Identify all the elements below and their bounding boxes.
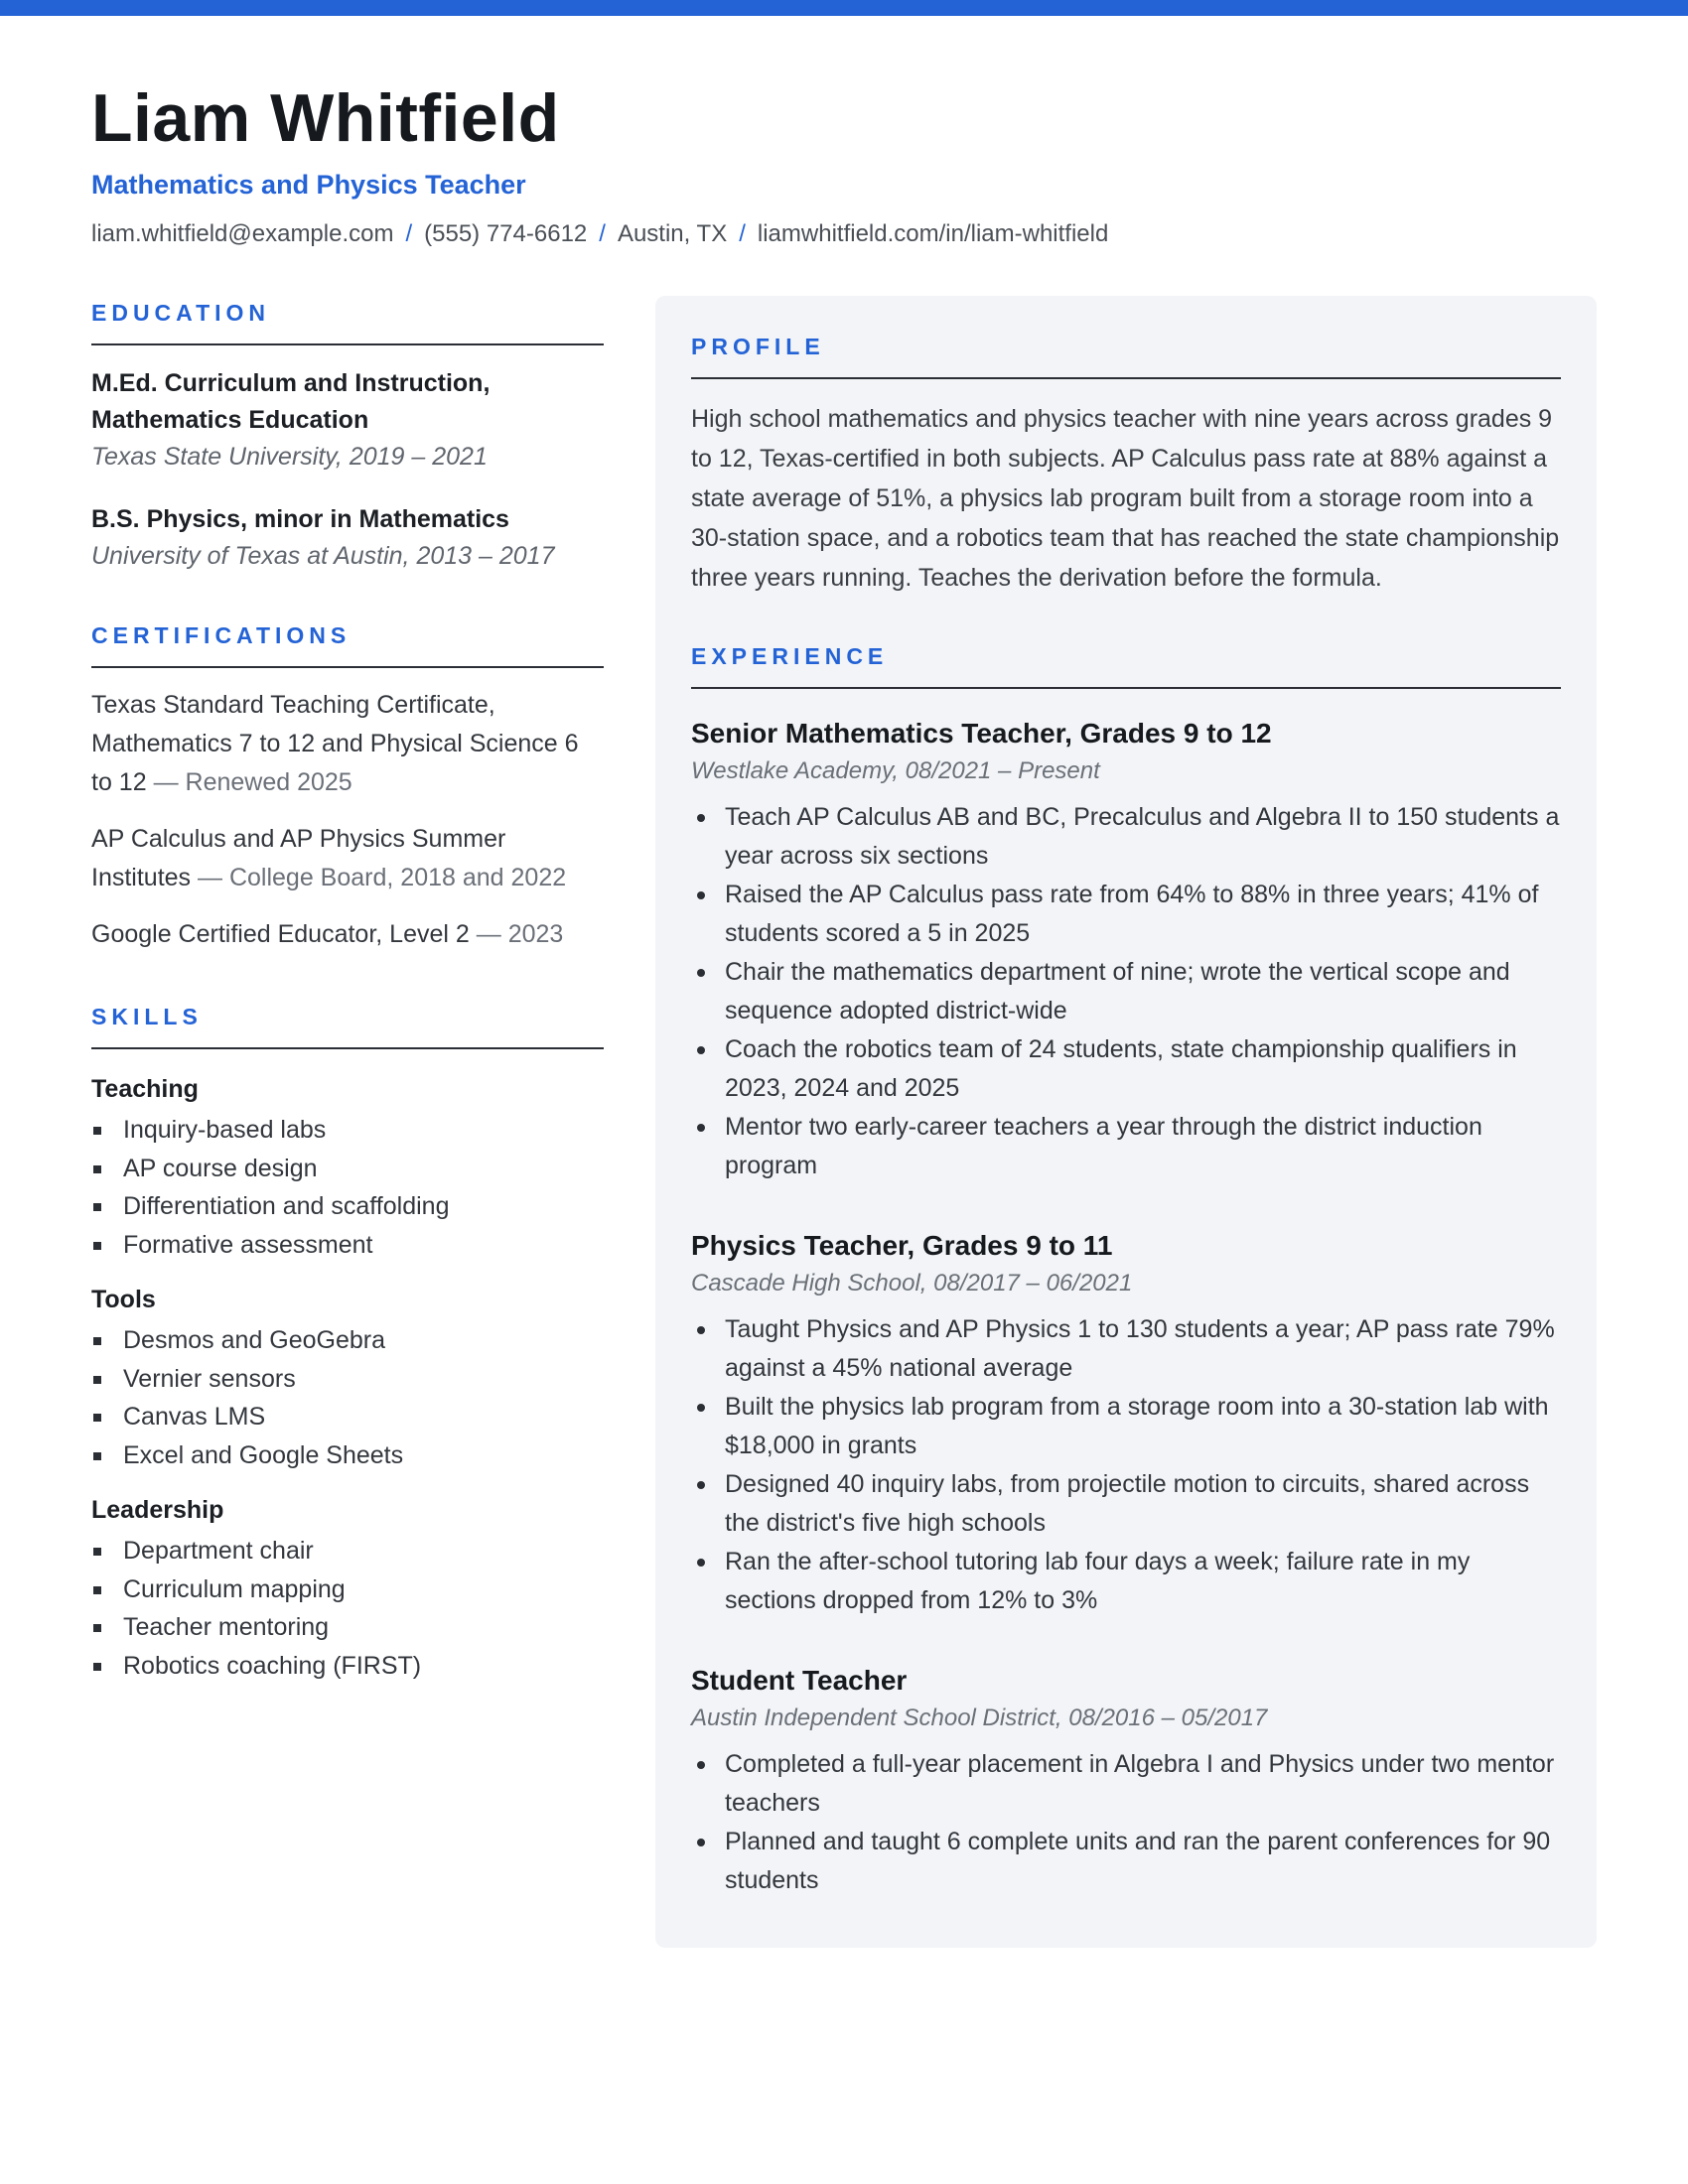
education-meta: University of Texas at Austin, 2013 – 2017 bbox=[91, 542, 555, 570]
skills-section bbox=[91, 1000, 604, 1685]
skill-item: Canvas LMS bbox=[91, 1398, 604, 1436]
skill-group-teaching bbox=[91, 1071, 604, 1264]
job-entry bbox=[691, 715, 1561, 1185]
skill-group-heading: Tools bbox=[91, 1286, 156, 1313]
certification-item bbox=[91, 915, 604, 954]
certification-note: — Renewed 2025 bbox=[153, 768, 352, 796]
education-degree: B.S. Physics, minor in Mathematics bbox=[91, 505, 509, 533]
job-bullet: Ran the after-school tutoring lab four days a week; failure rate in my sections dropped from 12% to 3% bbox=[691, 1543, 1561, 1620]
job-title: Physics Teacher, Grades 9 to 11 bbox=[691, 1230, 1113, 1261]
job-bullets bbox=[691, 1745, 1561, 1900]
profile-summary: High school mathematics and physics teacher with nine years across grades 9 to 12, Texas-certified in both subjects. AP Calculus pass rate at 88% against a state average of 51%, a physics lab program built from a storage room into a 30-station space, and a robotics team that has reached the state championship three years running. Teaches the derivation before the formula. bbox=[691, 405, 1560, 592]
resume-header bbox=[91, 77, 1601, 250]
job-meta: Cascade High School, 08/2017 – 06/2021 bbox=[691, 1270, 1133, 1297]
job-entry bbox=[691, 1662, 1561, 1900]
skill-item: Teacher mentoring bbox=[91, 1608, 604, 1647]
candidate-role: Mathematics and Physics Teacher bbox=[91, 170, 526, 200]
contact-location: Austin, TX bbox=[617, 220, 728, 247]
job-title: Senior Mathematics Teacher, Grades 9 to 12 bbox=[691, 718, 1272, 749]
education-item bbox=[91, 501, 604, 575]
section-divider bbox=[691, 687, 1561, 689]
skill-group-heading: Leadership bbox=[91, 1496, 224, 1524]
job-bullet: Raised the AP Calculus pass rate from 64% to 88% in three years; 41% of students scored a 5 in 2025 bbox=[691, 876, 1561, 953]
section-title-education: EDUCATION bbox=[91, 300, 271, 326]
contact-website[interactable]: liamwhitfield.com/in/liam-whitfield bbox=[757, 220, 1109, 247]
profile-section bbox=[691, 330, 1561, 598]
skill-item: Robotics coaching (FIRST) bbox=[91, 1647, 604, 1686]
skill-item: Differentiation and scaffolding bbox=[91, 1187, 604, 1226]
job-bullet: Built the physics lab program from a storage room into a 30-station lab with $18,000 in grants bbox=[691, 1388, 1561, 1465]
section-title-certifications: CERTIFICATIONS bbox=[91, 622, 352, 648]
skill-group-leadership bbox=[91, 1492, 604, 1685]
job-bullet: Designed 40 inquiry labs, from projectile motion to circuits, shared across the district's five high schools bbox=[691, 1465, 1561, 1543]
job-entry bbox=[691, 1227, 1561, 1620]
education-meta: Texas State University, 2019 – 2021 bbox=[91, 443, 488, 471]
job-bullet: Chair the mathematics department of nine; wrote the vertical scope and sequence adopted district-wide bbox=[691, 953, 1561, 1030]
job-bullet: Teach AP Calculus AB and BC, Precalculus and Algebra II to 150 students a year across six sections bbox=[691, 798, 1561, 876]
certifications-section bbox=[91, 618, 604, 954]
job-bullet: Taught Physics and AP Physics 1 to 130 students a year; AP pass rate 79% against a 45% national average bbox=[691, 1310, 1561, 1388]
certification-item bbox=[91, 820, 604, 897]
contact-email[interactable]: liam.whitfield@example.com bbox=[91, 220, 394, 247]
skill-group-heading: Teaching bbox=[91, 1075, 199, 1103]
section-divider bbox=[91, 1047, 604, 1049]
job-title: Student Teacher bbox=[691, 1665, 908, 1696]
job-meta: Westlake Academy, 08/2021 – Present bbox=[691, 757, 1100, 784]
skill-item: AP course design bbox=[91, 1150, 604, 1188]
education-section bbox=[91, 296, 604, 575]
section-divider bbox=[91, 666, 604, 668]
skill-list bbox=[91, 1111, 604, 1264]
certification-note: — 2023 bbox=[476, 920, 564, 948]
right-column bbox=[691, 330, 1561, 1900]
skill-list bbox=[91, 1532, 604, 1685]
job-meta: Austin Independent School District, 08/2016 – 05/2017 bbox=[691, 1705, 1268, 1731]
skill-group-tools bbox=[91, 1282, 604, 1474]
contact-separator: / bbox=[599, 220, 606, 247]
skill-list bbox=[91, 1321, 604, 1474]
certification-list bbox=[91, 686, 604, 954]
job-bullets bbox=[691, 1310, 1561, 1620]
job-bullet: Planned and taught 6 complete units and ran the parent conferences for 90 students bbox=[691, 1823, 1561, 1900]
skill-item: Curriculum mapping bbox=[91, 1570, 604, 1609]
left-column bbox=[91, 296, 604, 1685]
experience-section bbox=[691, 639, 1561, 1900]
certification-name: Google Certified Educator, Level 2 bbox=[91, 920, 470, 948]
section-title-experience: EXPERIENCE bbox=[691, 643, 889, 669]
skill-item: Vernier sensors bbox=[91, 1360, 604, 1399]
section-title-profile: PROFILE bbox=[691, 334, 825, 359]
skill-item: Department chair bbox=[91, 1532, 604, 1570]
contact-line bbox=[91, 218, 1601, 250]
candidate-name: Liam Whitfield bbox=[91, 80, 560, 156]
certification-note: — College Board, 2018 and 2022 bbox=[198, 864, 567, 891]
contact-separator: / bbox=[739, 220, 746, 247]
certification-name: AP Calculus and AP Physics Summer Institutes bbox=[91, 825, 506, 891]
education-degree: M.Ed. Curriculum and Instruction, Mathematics Education bbox=[91, 369, 491, 434]
contact-separator: / bbox=[405, 220, 413, 247]
skill-item: Excel and Google Sheets bbox=[91, 1436, 604, 1475]
skill-item: Desmos and GeoGebra bbox=[91, 1321, 604, 1360]
job-bullets bbox=[691, 798, 1561, 1185]
job-bullet: Completed a full-year placement in Algebra I and Physics under two mentor teachers bbox=[691, 1745, 1561, 1823]
skill-item: Formative assessment bbox=[91, 1226, 604, 1265]
skill-item: Inquiry-based labs bbox=[91, 1111, 604, 1150]
section-title-skills: SKILLS bbox=[91, 1004, 203, 1029]
job-bullet: Mentor two early-career teachers a year through the district induction program bbox=[691, 1108, 1561, 1185]
certification-item bbox=[91, 686, 604, 802]
education-item bbox=[91, 365, 604, 476]
top-accent-bar bbox=[0, 0, 1688, 16]
section-divider bbox=[691, 377, 1561, 379]
contact-phone[interactable]: (555) 774-6612 bbox=[424, 220, 588, 247]
right-panel bbox=[655, 296, 1597, 1948]
certification-name: Texas Standard Teaching Certificate, Mathematics 7 to 12 and Physical Science 6 to 12 bbox=[91, 691, 579, 796]
job-bullet: Coach the robotics team of 24 students, state championship qualifiers in 2023, 2024 and 2025 bbox=[691, 1030, 1561, 1108]
section-divider bbox=[91, 343, 604, 345]
